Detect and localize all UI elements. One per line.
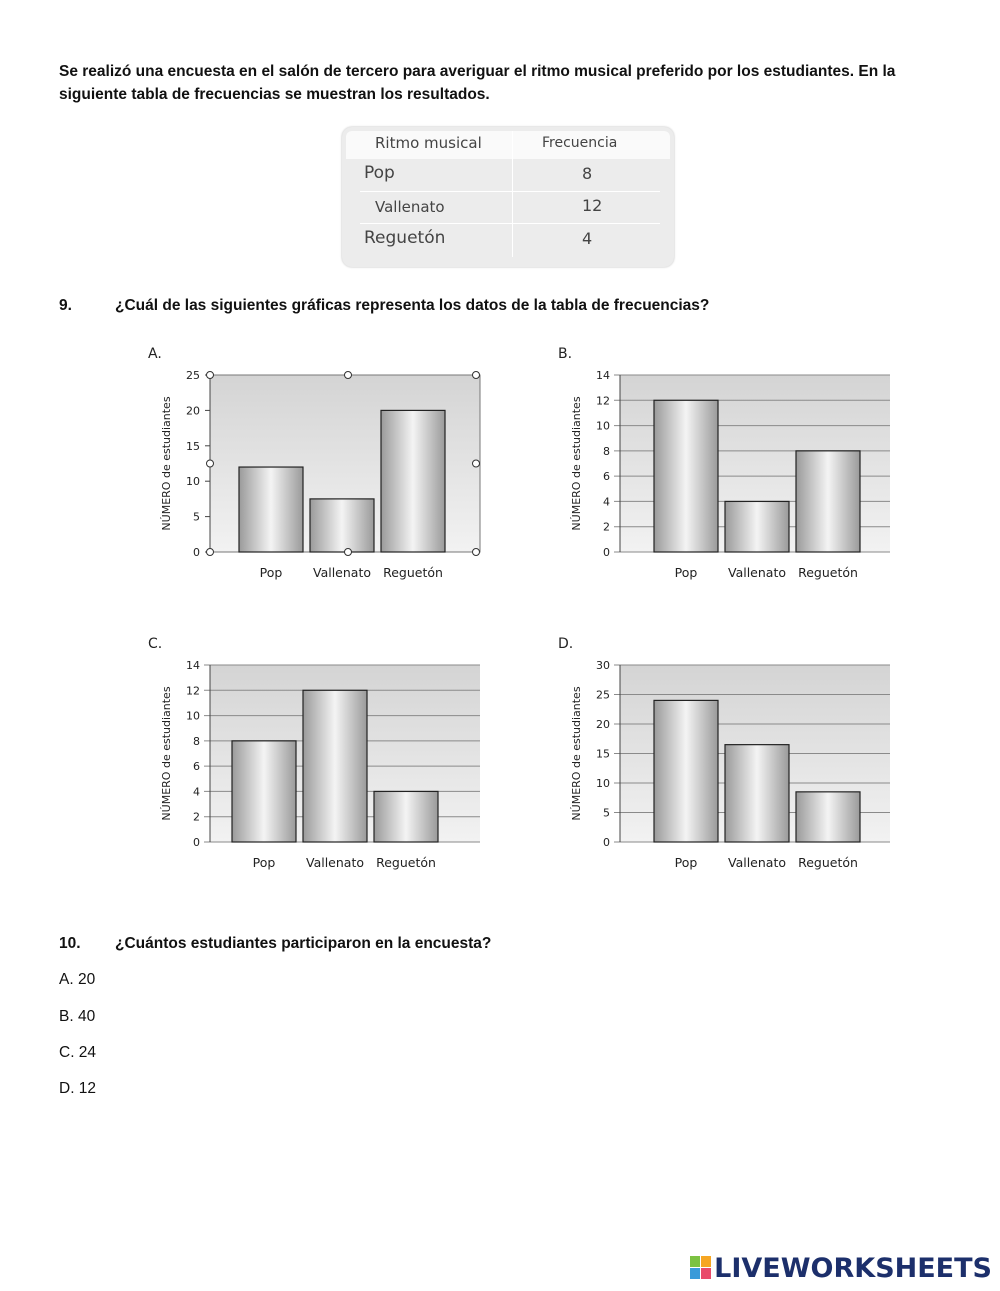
- bar-reguetn: [381, 410, 445, 552]
- y-tick-label: 10: [186, 709, 200, 723]
- header-ritmo: Ritmo musical: [375, 134, 482, 152]
- y-tick-label: 4: [193, 785, 200, 799]
- x-category-label: Pop: [259, 565, 283, 580]
- chart-c[interactable]: [130, 628, 500, 878]
- chart-d[interactable]: [540, 628, 910, 878]
- resize-handle[interactable]: [207, 372, 214, 379]
- y-tick-label: 20: [596, 718, 610, 731]
- chart-a[interactable]: [130, 338, 500, 588]
- column-divider: [512, 131, 513, 257]
- chart-title: C.: [148, 636, 163, 652]
- y-tick-label: 20: [186, 404, 200, 418]
- option-b[interactable]: B. 40: [59, 1008, 96, 1025]
- bar-pop: [654, 400, 718, 552]
- question-number: 10.: [59, 935, 81, 952]
- y-tick-label: 2: [193, 810, 200, 824]
- x-category-label: Reguetón: [798, 565, 858, 580]
- bar-vallenato: [725, 501, 789, 552]
- x-category-label: Vallenato: [305, 855, 365, 870]
- question-text: ¿Cuál de las siguientes gráficas representa los datos de la tabla de frecuencias?: [115, 297, 710, 314]
- bar-pop: [232, 741, 296, 842]
- y-tick-label: 25: [186, 369, 200, 382]
- header-frecuencia: Frecuencia: [542, 135, 618, 151]
- x-category-label: Reguetón: [383, 565, 443, 580]
- chart-title: A.: [148, 346, 162, 362]
- resize-handle[interactable]: [473, 549, 480, 556]
- row-divider: [360, 223, 660, 224]
- row-ritmo: Vallenato: [375, 198, 445, 216]
- y-tick-label: 2: [603, 520, 610, 534]
- bar-vallenato: [303, 690, 367, 842]
- resize-handle[interactable]: [473, 460, 480, 467]
- x-category-label: Pop: [674, 855, 698, 870]
- y-axis-label: NÚMERO de estudiantes: [160, 686, 173, 821]
- row-ritmo: Reguetón: [364, 228, 446, 248]
- x-category-label: Vallenato: [727, 565, 787, 580]
- liveworksheets-logo-icon: [690, 1256, 712, 1280]
- y-tick-label: 8: [603, 444, 610, 458]
- y-tick-label: 30: [596, 659, 610, 672]
- y-tick-label: 14: [186, 659, 200, 672]
- option-d[interactable]: D. 12: [59, 1080, 97, 1097]
- y-tick-label: 5: [603, 806, 610, 820]
- y-tick-label: 10: [186, 475, 200, 489]
- y-tick-label: 4: [603, 495, 610, 509]
- y-tick-label: 0: [603, 546, 610, 559]
- x-category-label: Pop: [674, 565, 698, 580]
- y-axis-label: NÚMERO de estudiantes: [570, 686, 583, 821]
- x-category-label: Reguetón: [376, 855, 436, 870]
- x-category-label: Vallenato: [312, 565, 372, 580]
- frequency-table: [342, 127, 674, 267]
- y-tick-label: 15: [186, 439, 200, 453]
- bar-reguetn: [374, 791, 438, 842]
- question-number: 9.: [59, 297, 72, 314]
- y-tick-label: 10: [596, 777, 610, 790]
- option-a[interactable]: A. 20: [59, 971, 96, 988]
- x-category-label: Vallenato: [727, 855, 787, 870]
- bar-pop: [239, 467, 303, 552]
- logo-text: LIVEWORKSHEETS: [714, 1253, 992, 1284]
- row-divider: [360, 191, 660, 192]
- y-tick-label: 5: [193, 510, 200, 524]
- bar-vallenato: [725, 745, 789, 842]
- resize-handle[interactable]: [345, 549, 352, 556]
- option-c[interactable]: C. 24: [59, 1044, 97, 1061]
- y-tick-label: 0: [193, 546, 200, 559]
- x-category-label: Reguetón: [798, 855, 858, 870]
- y-tick-label: 6: [193, 760, 200, 774]
- y-tick-label: 0: [603, 836, 610, 849]
- y-tick-label: 25: [596, 688, 610, 702]
- intro-paragraph: Se realizó una encuesta en el salón de tercero para averiguar el ritmo musical preferido por los estudiantes. En la siguiente tabla de frecuencias se muestran los resultados.: [59, 63, 896, 103]
- y-tick-label: 14: [596, 369, 610, 382]
- bar-reguetn: [796, 792, 860, 842]
- chart-b[interactable]: [540, 338, 910, 588]
- row-frecuencia: 4: [582, 229, 593, 248]
- bar-pop: [654, 700, 718, 842]
- chart-title: B.: [558, 346, 573, 362]
- row-frecuencia: 12: [582, 196, 603, 215]
- y-tick-label: 0: [193, 836, 200, 849]
- y-tick-label: 15: [596, 747, 610, 761]
- bar-vallenato: [310, 499, 374, 552]
- y-axis-label: NÚMERO de estudiantes: [570, 396, 583, 531]
- y-tick-label: 6: [603, 470, 610, 484]
- resize-handle[interactable]: [207, 460, 214, 467]
- resize-handle[interactable]: [345, 372, 352, 379]
- bar-reguetn: [796, 451, 860, 552]
- question-text: ¿Cuántos estudiantes participaron en la encuesta?: [115, 935, 492, 952]
- y-tick-label: 12: [186, 684, 200, 698]
- chart-title: D.: [558, 636, 574, 652]
- resize-handle[interactable]: [473, 372, 480, 379]
- liveworksheets-logo: [690, 1253, 992, 1284]
- y-axis-label: NÚMERO de estudiantes: [160, 396, 173, 531]
- y-tick-label: 12: [596, 394, 610, 408]
- row-ritmo: Pop: [364, 163, 395, 183]
- y-tick-label: 10: [596, 419, 610, 433]
- y-tick-label: 8: [193, 734, 200, 748]
- x-category-label: Pop: [252, 855, 276, 870]
- resize-handle[interactable]: [207, 549, 214, 556]
- row-frecuencia: 8: [582, 164, 593, 183]
